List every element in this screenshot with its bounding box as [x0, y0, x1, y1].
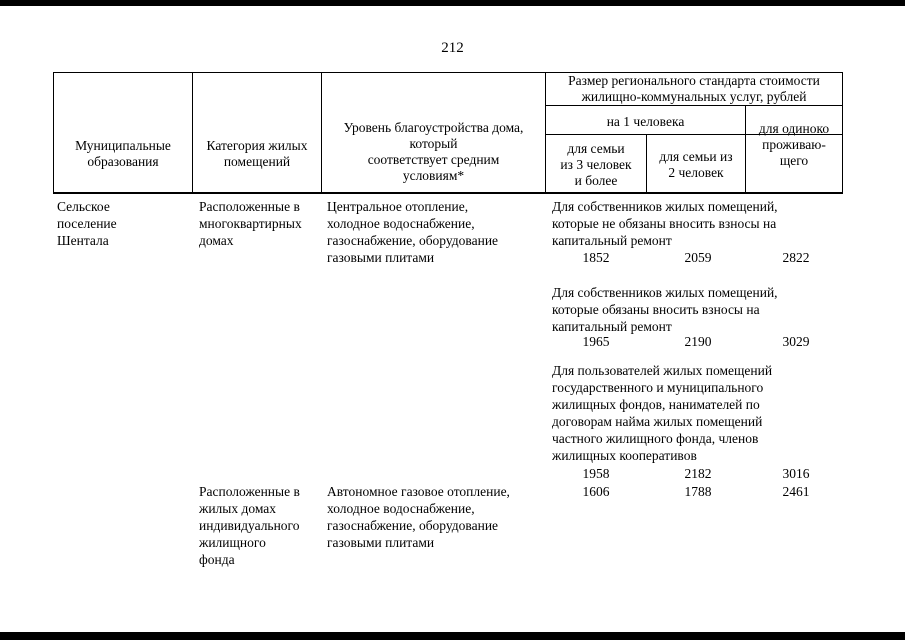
- page-number: 212: [441, 40, 464, 56]
- header-standard-size: Размер регионального стандарта стоимости жилищно-коммунальных услуг, рублей: [568, 73, 820, 104]
- header-per-person: на 1 человека: [606, 114, 685, 129]
- header-family-3plus: для семьи из 3 человек и более: [560, 141, 632, 188]
- municipality-name: Сельское поселение Шентала: [57, 199, 117, 248]
- value-family3-group1: 1852: [582, 250, 610, 265]
- amenities-central-heating: Центральное отопление, холодное водоснабжение, газоснабжение, оборудование газовыми плитами: [327, 199, 499, 265]
- header-family-2: для семьи из 2 человек: [659, 149, 733, 180]
- value-single-individual: 2461: [782, 484, 810, 499]
- value-family2-group1: 2059: [684, 250, 712, 265]
- category-individual-houses: Расположенные в жилых домах индивидуального жилищного фонда: [199, 484, 300, 567]
- value-family2-group3: 2182: [684, 466, 712, 481]
- value-family2-individual: 1788: [684, 484, 712, 499]
- group-owners-with-repair-fees: Для собственников жилых помещений, которые обязаны вносить взносы на капитальный ремонт: [552, 285, 778, 334]
- value-single-group2: 3029: [782, 334, 810, 349]
- value-single-group3: 3016: [782, 466, 810, 481]
- value-family3-group2: 1965: [582, 334, 610, 349]
- group-tenants-public-housing: Для пользователей жилых помещений государственного и муниципального жилищных фондов, нанимателей по договорам найма жилых помещений частного жилищного фонда, членов жилищных кооперативов: [552, 363, 773, 463]
- value-family3-individual: 1606: [582, 484, 610, 499]
- value-family3-group3: 1958: [582, 466, 610, 481]
- top-border: [0, 0, 905, 6]
- header-single: для одиноко проживаю- щего: [758, 121, 830, 168]
- value-single-group1: 2822: [782, 250, 810, 265]
- category-apartment-buildings: Расположенные в многоквартирных домах: [199, 199, 302, 248]
- header-municipalities: Муниципальные образования: [75, 138, 171, 169]
- group-owners-no-repair-fees: Для собственников жилых помещений, которые не обязаны вносить взносы на капитальный ремонт: [552, 199, 778, 248]
- header-category: Категория жилых помещений: [206, 138, 308, 169]
- header-amenities-level: Уровень благоустройства дома, который соответствует средним условиям*: [343, 120, 524, 183]
- amenities-autonomous-heating: Автономное газовое отопление, холодное водоснабжение, газоснабжение, оборудование газовыми плитами: [327, 484, 510, 550]
- value-family2-group2: 2190: [684, 334, 712, 349]
- bottom-border: [0, 632, 905, 640]
